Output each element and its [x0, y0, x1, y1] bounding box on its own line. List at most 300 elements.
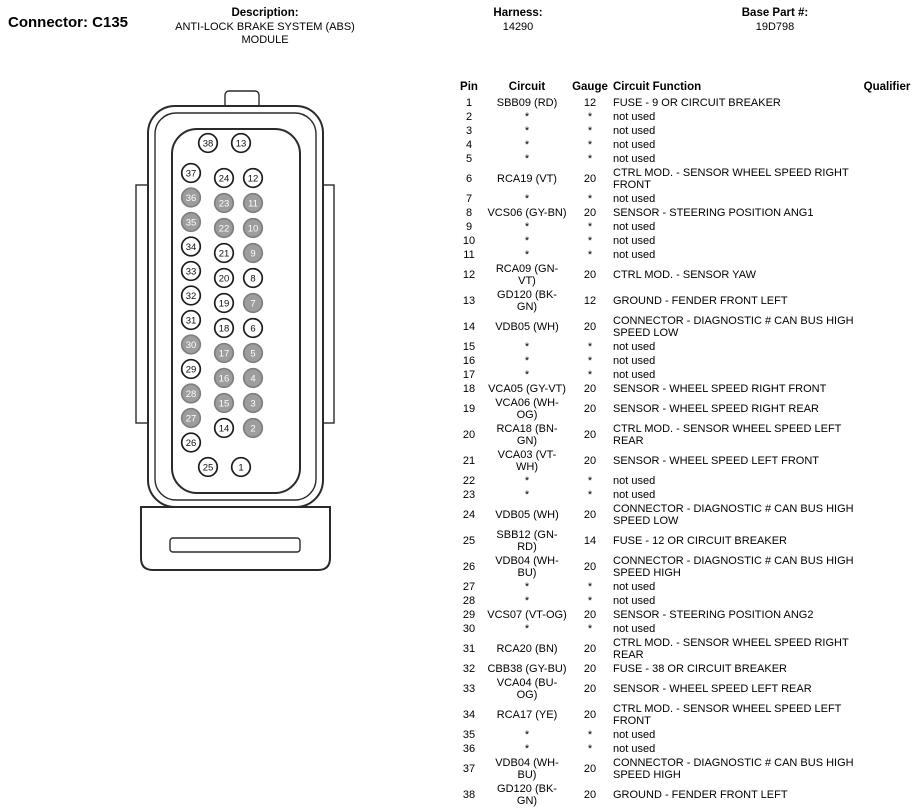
cell-gauge: 20: [583, 455, 597, 467]
svg-text:22: 22: [218, 223, 230, 235]
cell-pin: 37: [462, 763, 476, 775]
column-header-function: Circuit Function: [613, 81, 702, 93]
pin-9: [244, 244, 263, 263]
table-row: [453, 474, 913, 488]
left-latch-rail: [136, 185, 148, 423]
cell-function: not used: [613, 729, 656, 741]
table-row: [453, 152, 913, 166]
cell-circuit: GD120 (BK-GN): [497, 783, 557, 807]
cell-function: not used: [613, 193, 656, 205]
pin-15: [215, 394, 234, 413]
cell-gauge: 20: [583, 789, 597, 801]
pin-10: [244, 219, 263, 238]
cell-gauge: *: [587, 369, 593, 381]
cell-pin: 7: [465, 193, 473, 205]
cell-qualifier: [861, 782, 913, 808]
table-row: [453, 248, 913, 262]
cell-pin: 5: [465, 153, 473, 165]
cell-qualifier: [861, 248, 913, 262]
cell-gauge: *: [587, 125, 593, 137]
cell-function: not used: [613, 595, 656, 607]
cell-qualifier: [861, 756, 913, 782]
pin-24: [215, 169, 234, 188]
cell-qualifier: [861, 580, 913, 594]
cell-pin: 29: [462, 609, 476, 621]
cell-qualifier: [861, 354, 913, 368]
cell-gauge: 20: [583, 509, 597, 521]
cell-pin: 28: [462, 595, 476, 607]
cell-circuit: *: [524, 743, 530, 755]
cell-circuit: *: [524, 235, 530, 247]
cell-qualifier: [861, 288, 913, 314]
cell-function: not used: [613, 235, 656, 247]
pin-35: [182, 213, 201, 232]
svg-text:11: 11: [248, 198, 258, 210]
svg-text:20: 20: [218, 273, 230, 285]
svg-text:33: 33: [185, 266, 197, 278]
cell-pin: 13: [462, 295, 476, 307]
cell-function: FUSE - 9 OR CIRCUIT BREAKER: [613, 97, 781, 109]
cell-gauge: 20: [583, 663, 597, 675]
cell-pin: 32: [462, 663, 476, 675]
cell-qualifier: [861, 742, 913, 756]
cell-pin: 4: [465, 139, 473, 151]
cell-qualifier: [861, 554, 913, 580]
cell-pin: 20: [462, 429, 476, 441]
column-header-qualifier: Qualifier: [863, 81, 911, 93]
cell-qualifier: [861, 594, 913, 608]
table-row: [453, 382, 913, 396]
cell-function: CTRL MOD. - SENSOR WHEEL SPEED RIGHT FRONT: [613, 167, 849, 191]
cell-circuit: *: [524, 729, 530, 741]
cell-pin: 23: [462, 489, 476, 501]
table-row: [453, 192, 913, 206]
cell-qualifier: [861, 152, 913, 166]
cell-function: CTRL MOD. - SENSOR YAW: [613, 269, 757, 281]
pin-3: [244, 394, 263, 413]
pin-4: [244, 369, 263, 388]
table-row: [453, 448, 913, 474]
pin-19: [215, 294, 234, 313]
cell-qualifier: [861, 728, 913, 742]
svg-text:8: 8: [250, 273, 256, 285]
cell-function: SENSOR - WHEEL SPEED LEFT REAR: [613, 683, 812, 695]
pin-29: [182, 360, 201, 379]
harness-label: Harness:: [493, 7, 543, 19]
svg-text:16: 16: [218, 373, 230, 385]
cell-gauge: 20: [583, 683, 597, 695]
cell-gauge: *: [587, 623, 593, 635]
cell-pin: 9: [465, 221, 473, 233]
cell-gauge: 12: [583, 97, 597, 109]
table-row: [453, 528, 913, 554]
cell-qualifier: [861, 220, 913, 234]
svg-text:10: 10: [247, 223, 259, 235]
cell-gauge: *: [587, 595, 593, 607]
table-row: [453, 262, 913, 288]
cell-circuit: VCA06 (WH-OG): [495, 397, 559, 421]
svg-text:18: 18: [218, 323, 230, 335]
cell-pin: 11: [463, 249, 475, 261]
svg-text:32: 32: [185, 290, 197, 302]
table-row: [453, 756, 913, 782]
description-value: ANTI-LOCK BRAKE SYSTEM (ABS) MODULE: [175, 21, 355, 46]
cell-pin: 2: [465, 111, 473, 123]
cell-gauge: *: [587, 235, 593, 247]
cell-pin: 15: [462, 341, 476, 353]
cell-pin: 35: [462, 729, 476, 741]
svg-text:6: 6: [250, 323, 256, 335]
cell-gauge: 20: [583, 429, 597, 441]
cell-qualifier: [861, 528, 913, 554]
pin-34: [182, 237, 201, 256]
svg-text:21: 21: [218, 248, 230, 260]
pin-5: [244, 344, 263, 363]
cell-pin: 14: [462, 321, 476, 333]
cell-function: CONNECTOR - DIAGNOSTIC # CAN BUS HIGH SPEED LOW: [613, 315, 854, 339]
pin-25: [199, 458, 218, 477]
svg-text:9: 9: [250, 248, 256, 260]
harness-block: [468, 6, 568, 34]
pin-13: [232, 134, 251, 153]
cell-qualifier: [861, 382, 913, 396]
cell-gauge: 20: [583, 321, 597, 333]
table-row: [453, 554, 913, 580]
cell-function: SENSOR - STEERING POSITION ANG2: [613, 609, 814, 621]
cell-gauge: *: [587, 489, 593, 501]
cell-circuit: *: [524, 355, 530, 367]
pin-11: [244, 194, 263, 213]
cell-gauge: 20: [583, 561, 597, 573]
cell-pin: 12: [462, 269, 476, 281]
cell-pin: 30: [462, 623, 476, 635]
table-row: [453, 206, 913, 220]
pinout-table: [453, 80, 913, 808]
cell-circuit: *: [524, 581, 530, 593]
cell-pin: 34: [462, 709, 476, 721]
cell-qualifier: [861, 368, 913, 382]
table-row: [453, 742, 913, 756]
table-row: [453, 354, 913, 368]
cell-gauge: 20: [583, 643, 597, 655]
base-part-value: 19D798: [755, 21, 795, 33]
cell-gauge: *: [587, 729, 593, 741]
table-row: [453, 580, 913, 594]
svg-text:35: 35: [185, 217, 197, 229]
harness-value: 14290: [502, 21, 534, 33]
svg-text:37: 37: [185, 168, 197, 180]
cell-qualifier: [861, 340, 913, 354]
table-row: [453, 96, 913, 110]
cell-gauge: 20: [583, 173, 597, 185]
cell-gauge: 20: [583, 709, 597, 721]
column-header-gauge: Gauge: [572, 81, 608, 93]
cell-function: not used: [613, 221, 656, 233]
cell-gauge: 20: [583, 403, 597, 415]
table-row: [453, 166, 913, 192]
pin-26: [182, 433, 201, 452]
table-row: [453, 220, 913, 234]
cell-gauge: *: [587, 111, 593, 123]
table-row: [453, 636, 913, 662]
cell-pin: 38: [462, 789, 476, 801]
svg-text:36: 36: [185, 192, 197, 204]
pin-8: [244, 269, 263, 288]
column-header-pin: Pin: [460, 81, 478, 93]
pin-17: [215, 344, 234, 363]
cell-function: CONNECTOR - DIAGNOSTIC # CAN BUS HIGH SPEED LOW: [613, 503, 854, 527]
svg-text:30: 30: [185, 339, 197, 351]
pin-36: [182, 188, 201, 207]
pin-28: [182, 384, 201, 403]
cell-gauge: 20: [583, 383, 597, 395]
cell-function: not used: [613, 249, 656, 261]
table-row: [453, 728, 913, 742]
pin-18: [215, 319, 234, 338]
svg-text:17: 17: [218, 348, 230, 360]
cell-function: not used: [613, 355, 656, 367]
cell-gauge: *: [587, 193, 593, 205]
table-row: [453, 110, 913, 124]
cell-pin: 10: [462, 235, 476, 247]
cell-gauge: *: [587, 153, 593, 165]
cell-qualifier: [861, 166, 913, 192]
cell-qualifier: [861, 206, 913, 220]
cell-circuit: VCA03 (VT-WH): [497, 449, 557, 473]
base-part-label: Base Part #:: [741, 7, 809, 19]
cell-function: not used: [613, 475, 656, 487]
svg-text:26: 26: [185, 437, 197, 449]
cell-pin: 22: [462, 475, 476, 487]
cell-function: not used: [613, 623, 656, 635]
cell-pin: 36: [462, 743, 476, 755]
cell-function: CTRL MOD. - SENSOR WHEEL SPEED LEFT FRONT: [613, 703, 842, 727]
cell-qualifier: [861, 676, 913, 702]
cell-function: not used: [613, 153, 656, 165]
table-row: [453, 138, 913, 152]
cell-function: GROUND - FENDER FRONT LEFT: [613, 295, 788, 307]
table-row: [453, 662, 913, 676]
svg-text:31: 31: [185, 315, 197, 327]
cell-function: CONNECTOR - DIAGNOSTIC # CAN BUS HIGH SPEED HIGH: [613, 555, 854, 579]
svg-text:23: 23: [218, 198, 230, 210]
svg-text:34: 34: [185, 241, 197, 253]
svg-text:15: 15: [218, 398, 230, 410]
cell-pin: 25: [462, 535, 476, 547]
svg-text:25: 25: [202, 462, 214, 474]
pin-23: [215, 194, 234, 213]
cell-qualifier: [861, 262, 913, 288]
cell-gauge: *: [587, 341, 593, 353]
svg-text:14: 14: [218, 423, 230, 435]
cell-circuit: VDB05 (WH): [495, 509, 559, 521]
pin-31: [182, 311, 201, 330]
pin-14: [215, 419, 234, 438]
svg-text:2: 2: [250, 423, 256, 435]
pin-20: [215, 269, 234, 288]
cell-gauge: 20: [583, 207, 597, 219]
cell-pin: 16: [462, 355, 476, 367]
cell-circuit: SBB12 (GN-RD): [496, 529, 558, 553]
cell-circuit: *: [524, 125, 530, 137]
cell-qualifier: [861, 448, 913, 474]
cell-pin: 19: [462, 403, 476, 415]
svg-text:19: 19: [218, 298, 230, 310]
cell-gauge: *: [587, 139, 593, 151]
cell-function: not used: [613, 111, 656, 123]
pin-37: [182, 164, 201, 183]
table-row: [453, 608, 913, 622]
cell-circuit: *: [524, 153, 530, 165]
cell-gauge: 14: [583, 535, 597, 547]
table-row: [453, 234, 913, 248]
svg-text:28: 28: [185, 388, 197, 400]
cell-gauge: 12: [583, 295, 597, 307]
cell-circuit: VCA05 (GY-VT): [488, 383, 566, 395]
table-row: [453, 782, 913, 808]
pin-7: [244, 294, 263, 313]
svg-text:3: 3: [250, 398, 256, 410]
pin-6: [244, 319, 263, 338]
cell-qualifier: [861, 314, 913, 340]
cell-circuit: *: [524, 623, 530, 635]
pin-1: [232, 458, 251, 477]
cell-gauge: 20: [583, 763, 597, 775]
connector-title: Connector: C135: [8, 14, 129, 31]
cell-qualifier: [861, 138, 913, 152]
cell-pin: 31: [462, 643, 476, 655]
cell-function: not used: [613, 125, 656, 137]
cell-circuit: VDB05 (WH): [495, 321, 559, 333]
cell-circuit: SBB09 (RD): [496, 97, 558, 109]
cell-circuit: RCA20 (BN): [496, 643, 558, 655]
svg-text:13: 13: [235, 138, 247, 150]
cell-qualifier: [861, 662, 913, 676]
cell-circuit: VDB04 (WH-BU): [495, 757, 559, 781]
cell-circuit: RCA09 (GN-VT): [495, 263, 559, 287]
base-slot: [170, 538, 300, 552]
cell-pin: 27: [462, 581, 476, 593]
pin-2: [244, 419, 263, 438]
table-row: [453, 422, 913, 448]
cell-function: SENSOR - WHEEL SPEED RIGHT REAR: [613, 403, 819, 415]
cell-pin: 8: [465, 207, 473, 219]
cell-circuit: *: [524, 475, 530, 487]
svg-text:24: 24: [218, 173, 230, 185]
table-row: [453, 622, 913, 636]
connector-diagram: [125, 85, 345, 585]
pin-30: [182, 335, 201, 354]
cell-qualifier: [861, 502, 913, 528]
cell-qualifier: [861, 422, 913, 448]
pin-22: [215, 219, 234, 238]
table-row: [453, 594, 913, 608]
table-row: [453, 502, 913, 528]
svg-text:1: 1: [238, 462, 244, 474]
cell-pin: 21: [462, 455, 476, 467]
pin-38: [199, 134, 218, 153]
cell-function: not used: [613, 139, 656, 151]
cell-gauge: *: [587, 743, 593, 755]
svg-text:38: 38: [202, 138, 214, 150]
table-row: [453, 488, 913, 502]
cell-circuit: *: [524, 193, 530, 205]
cell-function: GROUND - FENDER FRONT LEFT: [613, 789, 788, 801]
cell-function: not used: [613, 369, 656, 381]
description-label: Description:: [231, 7, 299, 19]
cell-function: SENSOR - WHEEL SPEED LEFT FRONT: [613, 455, 819, 467]
base-part-block: [715, 6, 835, 34]
pin-16: [215, 369, 234, 388]
cell-function: FUSE - 38 OR CIRCUIT BREAKER: [613, 663, 787, 675]
cell-circuit: CBB38 (GY-BU): [487, 663, 567, 675]
table-row: [453, 702, 913, 728]
cell-circuit: *: [524, 341, 530, 353]
table-row: [453, 314, 913, 340]
cell-qualifier: [861, 124, 913, 138]
table-row: [453, 396, 913, 422]
cell-qualifier: [861, 234, 913, 248]
svg-text:5: 5: [250, 348, 256, 360]
pin-12: [244, 169, 263, 188]
cell-function: CONNECTOR - DIAGNOSTIC # CAN BUS HIGH SPEED HIGH: [613, 757, 854, 781]
cell-pin: 33: [462, 683, 476, 695]
cell-circuit: GD120 (BK-GN): [497, 289, 557, 313]
table-row: [453, 288, 913, 314]
cell-qualifier: [861, 608, 913, 622]
cell-circuit: *: [524, 111, 530, 123]
cell-pin: 6: [465, 173, 473, 185]
svg-text:7: 7: [250, 298, 256, 310]
cell-qualifier: [861, 110, 913, 124]
cell-gauge: *: [587, 249, 593, 261]
svg-text:29: 29: [185, 364, 197, 376]
pin-21: [215, 244, 234, 263]
table-row: [453, 368, 913, 382]
cell-circuit: *: [524, 369, 530, 381]
description-block: [175, 6, 355, 47]
cell-circuit: *: [524, 221, 530, 233]
cell-pin: 17: [462, 369, 476, 381]
cell-pin: 3: [465, 125, 473, 137]
svg-text:27: 27: [185, 413, 197, 425]
pinout-table-body: [453, 96, 913, 808]
cell-circuit: RCA19 (VT): [497, 173, 557, 185]
cell-qualifier: [861, 702, 913, 728]
cell-qualifier: [861, 96, 913, 110]
cell-circuit: VDB04 (WH-BU): [495, 555, 559, 579]
cell-gauge: 20: [583, 269, 597, 281]
cell-function: SENSOR - WHEEL SPEED RIGHT FRONT: [613, 383, 827, 395]
cell-gauge: *: [587, 221, 593, 233]
cell-gauge: *: [587, 475, 593, 487]
cell-circuit: VCS06 (GY-BN): [487, 207, 567, 219]
cell-function: FUSE - 12 OR CIRCUIT BREAKER: [613, 535, 787, 547]
table-header-row: [453, 80, 913, 96]
cell-circuit: VCS07 (VT-OG): [487, 609, 567, 621]
cell-function: not used: [613, 489, 656, 501]
cell-circuit: *: [524, 595, 530, 607]
pin-33: [182, 262, 201, 281]
cell-function: CTRL MOD. - SENSOR WHEEL SPEED LEFT REAR: [613, 423, 842, 447]
cell-qualifier: [861, 622, 913, 636]
cell-circuit: *: [524, 489, 530, 501]
cell-function: CTRL MOD. - SENSOR WHEEL SPEED RIGHT REAR: [613, 637, 849, 661]
table-row: [453, 676, 913, 702]
pin-27: [182, 409, 201, 428]
cell-gauge: *: [587, 581, 593, 593]
cell-pin: 24: [462, 509, 476, 521]
